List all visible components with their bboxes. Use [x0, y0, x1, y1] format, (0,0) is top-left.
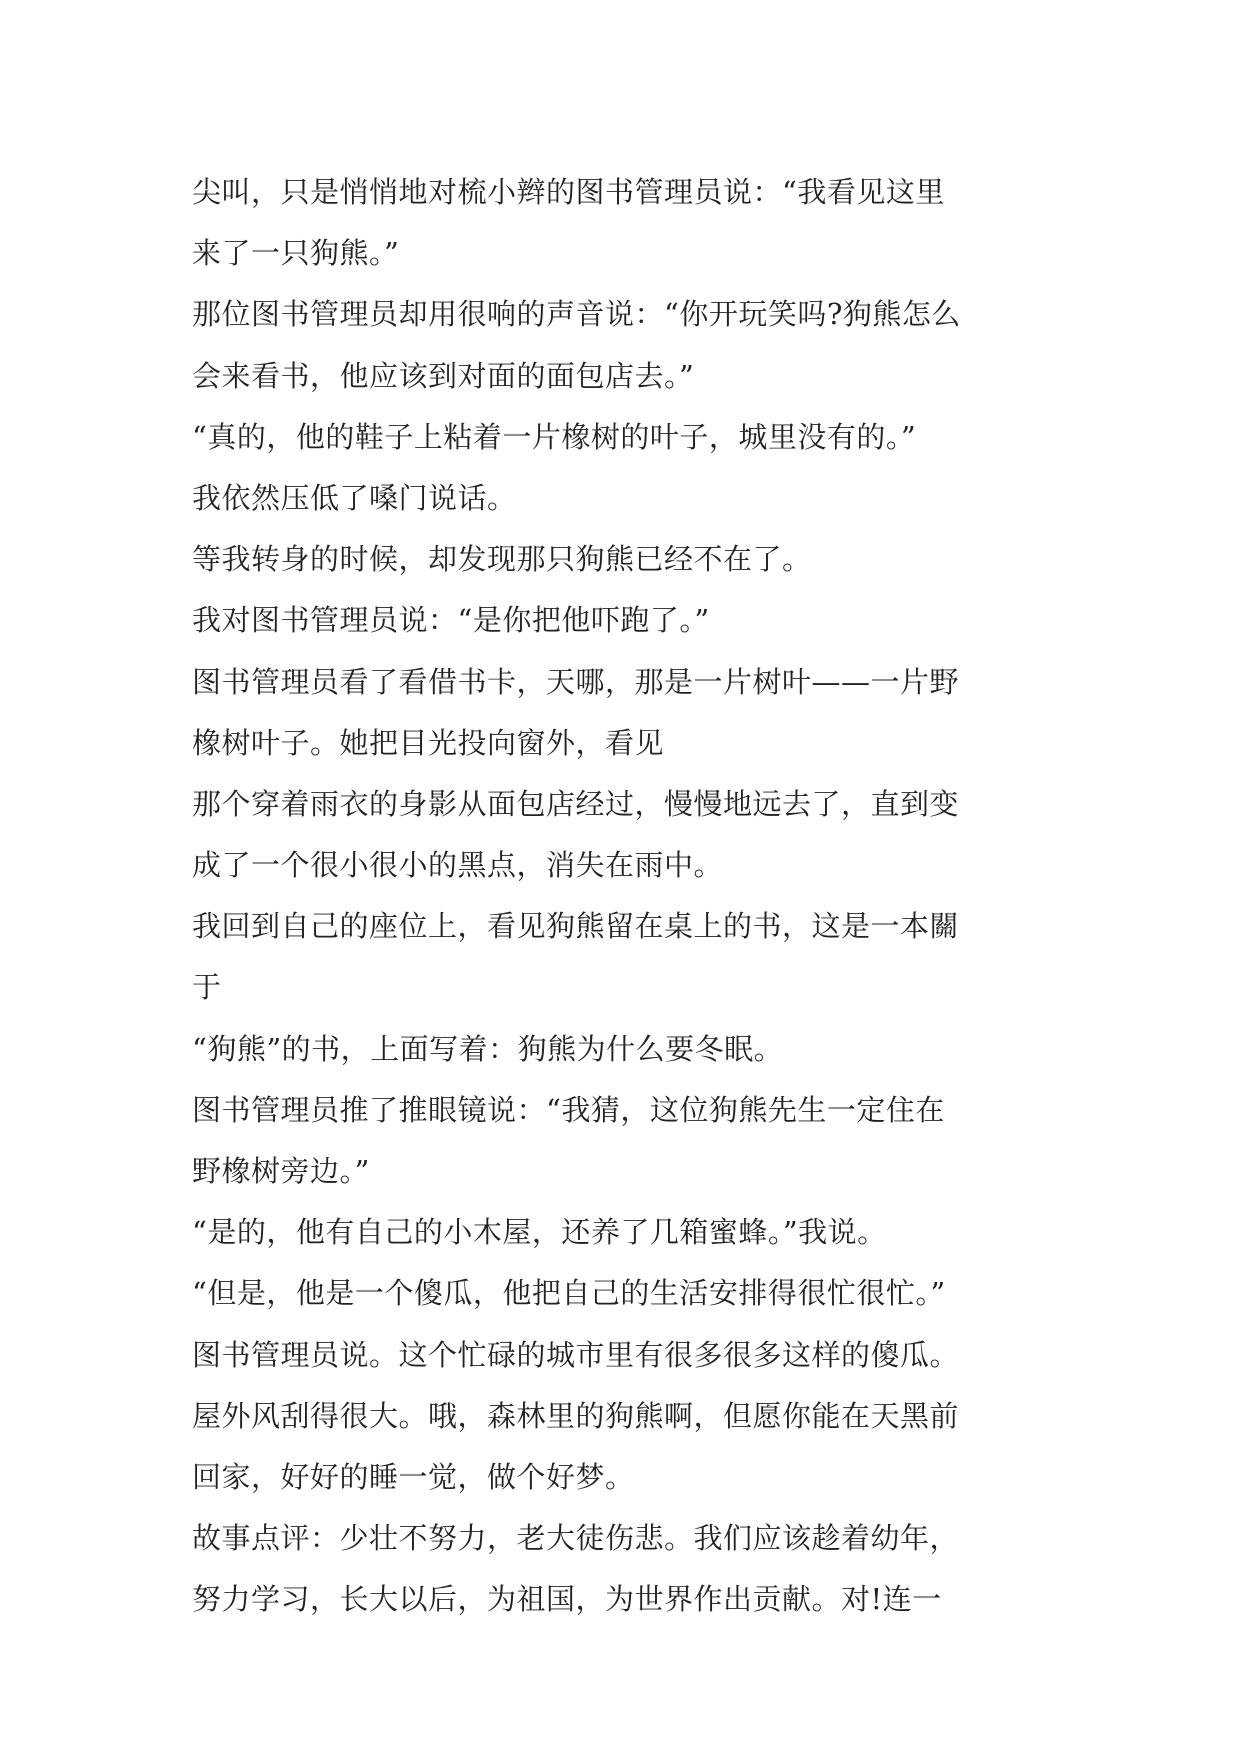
text-line: 野橡树旁边。” — [192, 1154, 370, 1188]
text-line: 图书管理员说。这个忙碌的城市里有很多很多这样的傻瓜。 — [192, 1337, 960, 1372]
text-line: 图书管理员推了推眼镜说：“我猜，这位狗熊先生一定住在 — [192, 1092, 945, 1127]
text-line: 我回到自己的座位上，看见狗熊留在桌上的书，这是一本關 — [192, 909, 960, 944]
text-line: 我对图书管理员说：“是你把他吓跑了。” — [192, 603, 710, 638]
text-line: 那位图书管理员却用很响的声音说：“你开玩笑吗?狗熊怎么 — [192, 297, 961, 332]
text-line: 来了一只狗熊。” — [192, 236, 400, 271]
text-line: 会来看书，他应该到对面的面包店去。” — [192, 358, 695, 393]
text-line: 成了一个很小很小的黑点，消失在雨中。 — [192, 848, 724, 883]
story-text — [192, 162, 1072, 1631]
text-line: 回家，好好的睡一觉，做个好梦。 — [192, 1459, 635, 1494]
text-line: 屋外风刮得很大。哦，森林里的狗熊啊，但愿你能在天黑前 — [192, 1398, 960, 1433]
text-line: 我依然压低了嗓门说话。 — [192, 480, 517, 515]
text-line: 故事点评：少壮不努力，老大徒伤悲。我们应该趁着幼年， — [192, 1521, 960, 1556]
text-line: “真的，他的鞋子上粘着一片橡树的叶子，城里没有的。” — [192, 419, 917, 454]
text-line: “但是，他是一个傻瓜，他把自己的生活安排得很忙很忙。” — [192, 1276, 946, 1311]
text-line: 图书管理员看了看借书卡，天哪，那是一片树叶——一片野 — [192, 664, 960, 699]
text-line: “是的，他有自己的小木屋，还养了几箱蜜蜂。”我说。 — [192, 1215, 887, 1250]
text-line: 尖叫，只是悄悄地对梳小辫的图书管理员说：“我看见这里 — [192, 175, 945, 209]
text-line: 那个穿着雨衣的身影从面包店经过，慢慢地远去了，直到变 — [192, 786, 960, 821]
text-line: 努力学习，长大以后，为祖国，为世界作出贡献。对!连一 — [192, 1582, 942, 1617]
text-line: 等我转身的时候，却发现那只狗熊已经不在了。 — [192, 542, 812, 577]
text-line: 橡树叶子。她把目光投向窗外，看见 — [192, 725, 665, 760]
text-line: 于 — [192, 970, 222, 1005]
text-line: “狗熊”的书，上面写着：狗熊为什么要冬眠。 — [192, 1031, 784, 1066]
